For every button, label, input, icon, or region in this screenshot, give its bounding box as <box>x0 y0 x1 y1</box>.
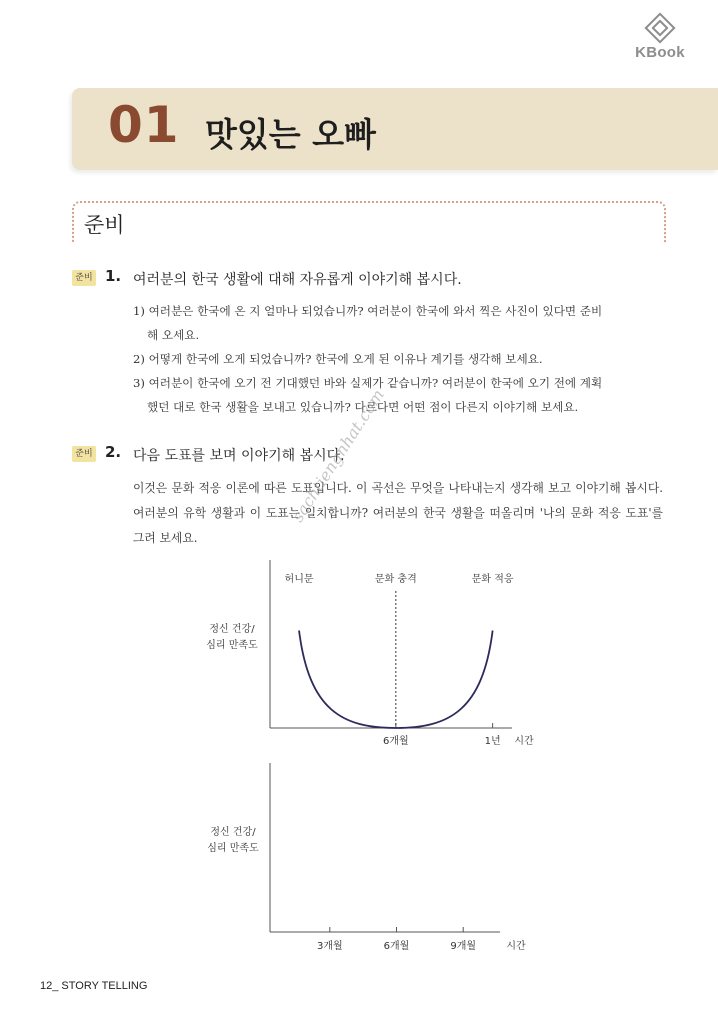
list-item: 1) 여러분은 한국에 온 지 얼마나 되었습니까? 여러분이 한국에 와서 찍은 사진이 있다면 준비 <box>133 304 603 318</box>
stage-label: 허니문 <box>284 574 314 585</box>
chart-1 <box>206 560 534 747</box>
y-axis-label: 심리 만족도 <box>207 843 259 854</box>
page-footer: 12_ STORY TELLING <box>40 980 148 992</box>
x-tick-label: 9개월 <box>450 941 477 952</box>
watermark: sachtiengnhat.com <box>288 385 388 526</box>
x-tick-label: 6개월 <box>383 941 410 952</box>
chapter-title: 맛있는 오빠 <box>205 115 376 154</box>
y-axis-label: 정신 건강/ <box>209 624 255 635</box>
x-axis-label: 시간 <box>506 941 526 952</box>
x-tick-label: 3개월 <box>316 941 343 952</box>
y-axis-label: 심리 만족도 <box>206 640 258 651</box>
question-text: 여러분의 한국 생활에 대해 자유롭게 이야기해 봅시다. <box>133 272 462 288</box>
section-title: 준비 <box>84 213 125 237</box>
logo-text: KBook <box>635 44 685 61</box>
prep-badge: 준비 <box>72 270 96 286</box>
x-axis-label: 시간 <box>514 736 534 747</box>
stage-label: 문화 적응 <box>471 574 514 585</box>
list-item: 2) 어떻게 한국에 오게 되었습니까? 한국에 오게 된 이유나 계기를 생각해 보세요. <box>133 352 543 366</box>
question-text: 다음 도표를 보며 이야기해 봅시다. <box>133 448 345 464</box>
question-number: 2. <box>105 443 122 461</box>
instruction-paragraph: 이것은 문화 적응 이론에 따른 도표입니다. 이 곡선은 무엇을 나타내는지 생각해 보고 이야기해 봅시다. 여러분의 유학 생활과 이 도표는 일치합니까? 여러분의 한국 생활을 떠올리며 '나의 문화 적응 도표'를 그려 보세요. <box>133 481 663 545</box>
chapter-number: 01 <box>108 96 180 154</box>
y-axis-label: 정신 건강/ <box>210 827 256 838</box>
list-item: 3) 여러분이 한국에 오기 전 기대했던 바와 실제가 같습니까? 여러분이 한국에 오기 전에 계획 <box>133 376 603 390</box>
list-item-continued: 했던 대로 한국 생활을 보내고 있습니까? 다르다면 어떤 점이 다른지 이야기해 보세요. <box>147 400 579 414</box>
question-number: 1. <box>105 267 122 285</box>
prep-badge: 준비 <box>72 446 96 462</box>
x-tick-label: 6개월 <box>382 736 409 747</box>
chart-2 <box>207 763 526 952</box>
list-item-continued: 해 오세요. <box>147 328 200 342</box>
x-tick-label: 1년 <box>484 736 501 747</box>
stage-label: 문화 충격 <box>374 574 417 585</box>
